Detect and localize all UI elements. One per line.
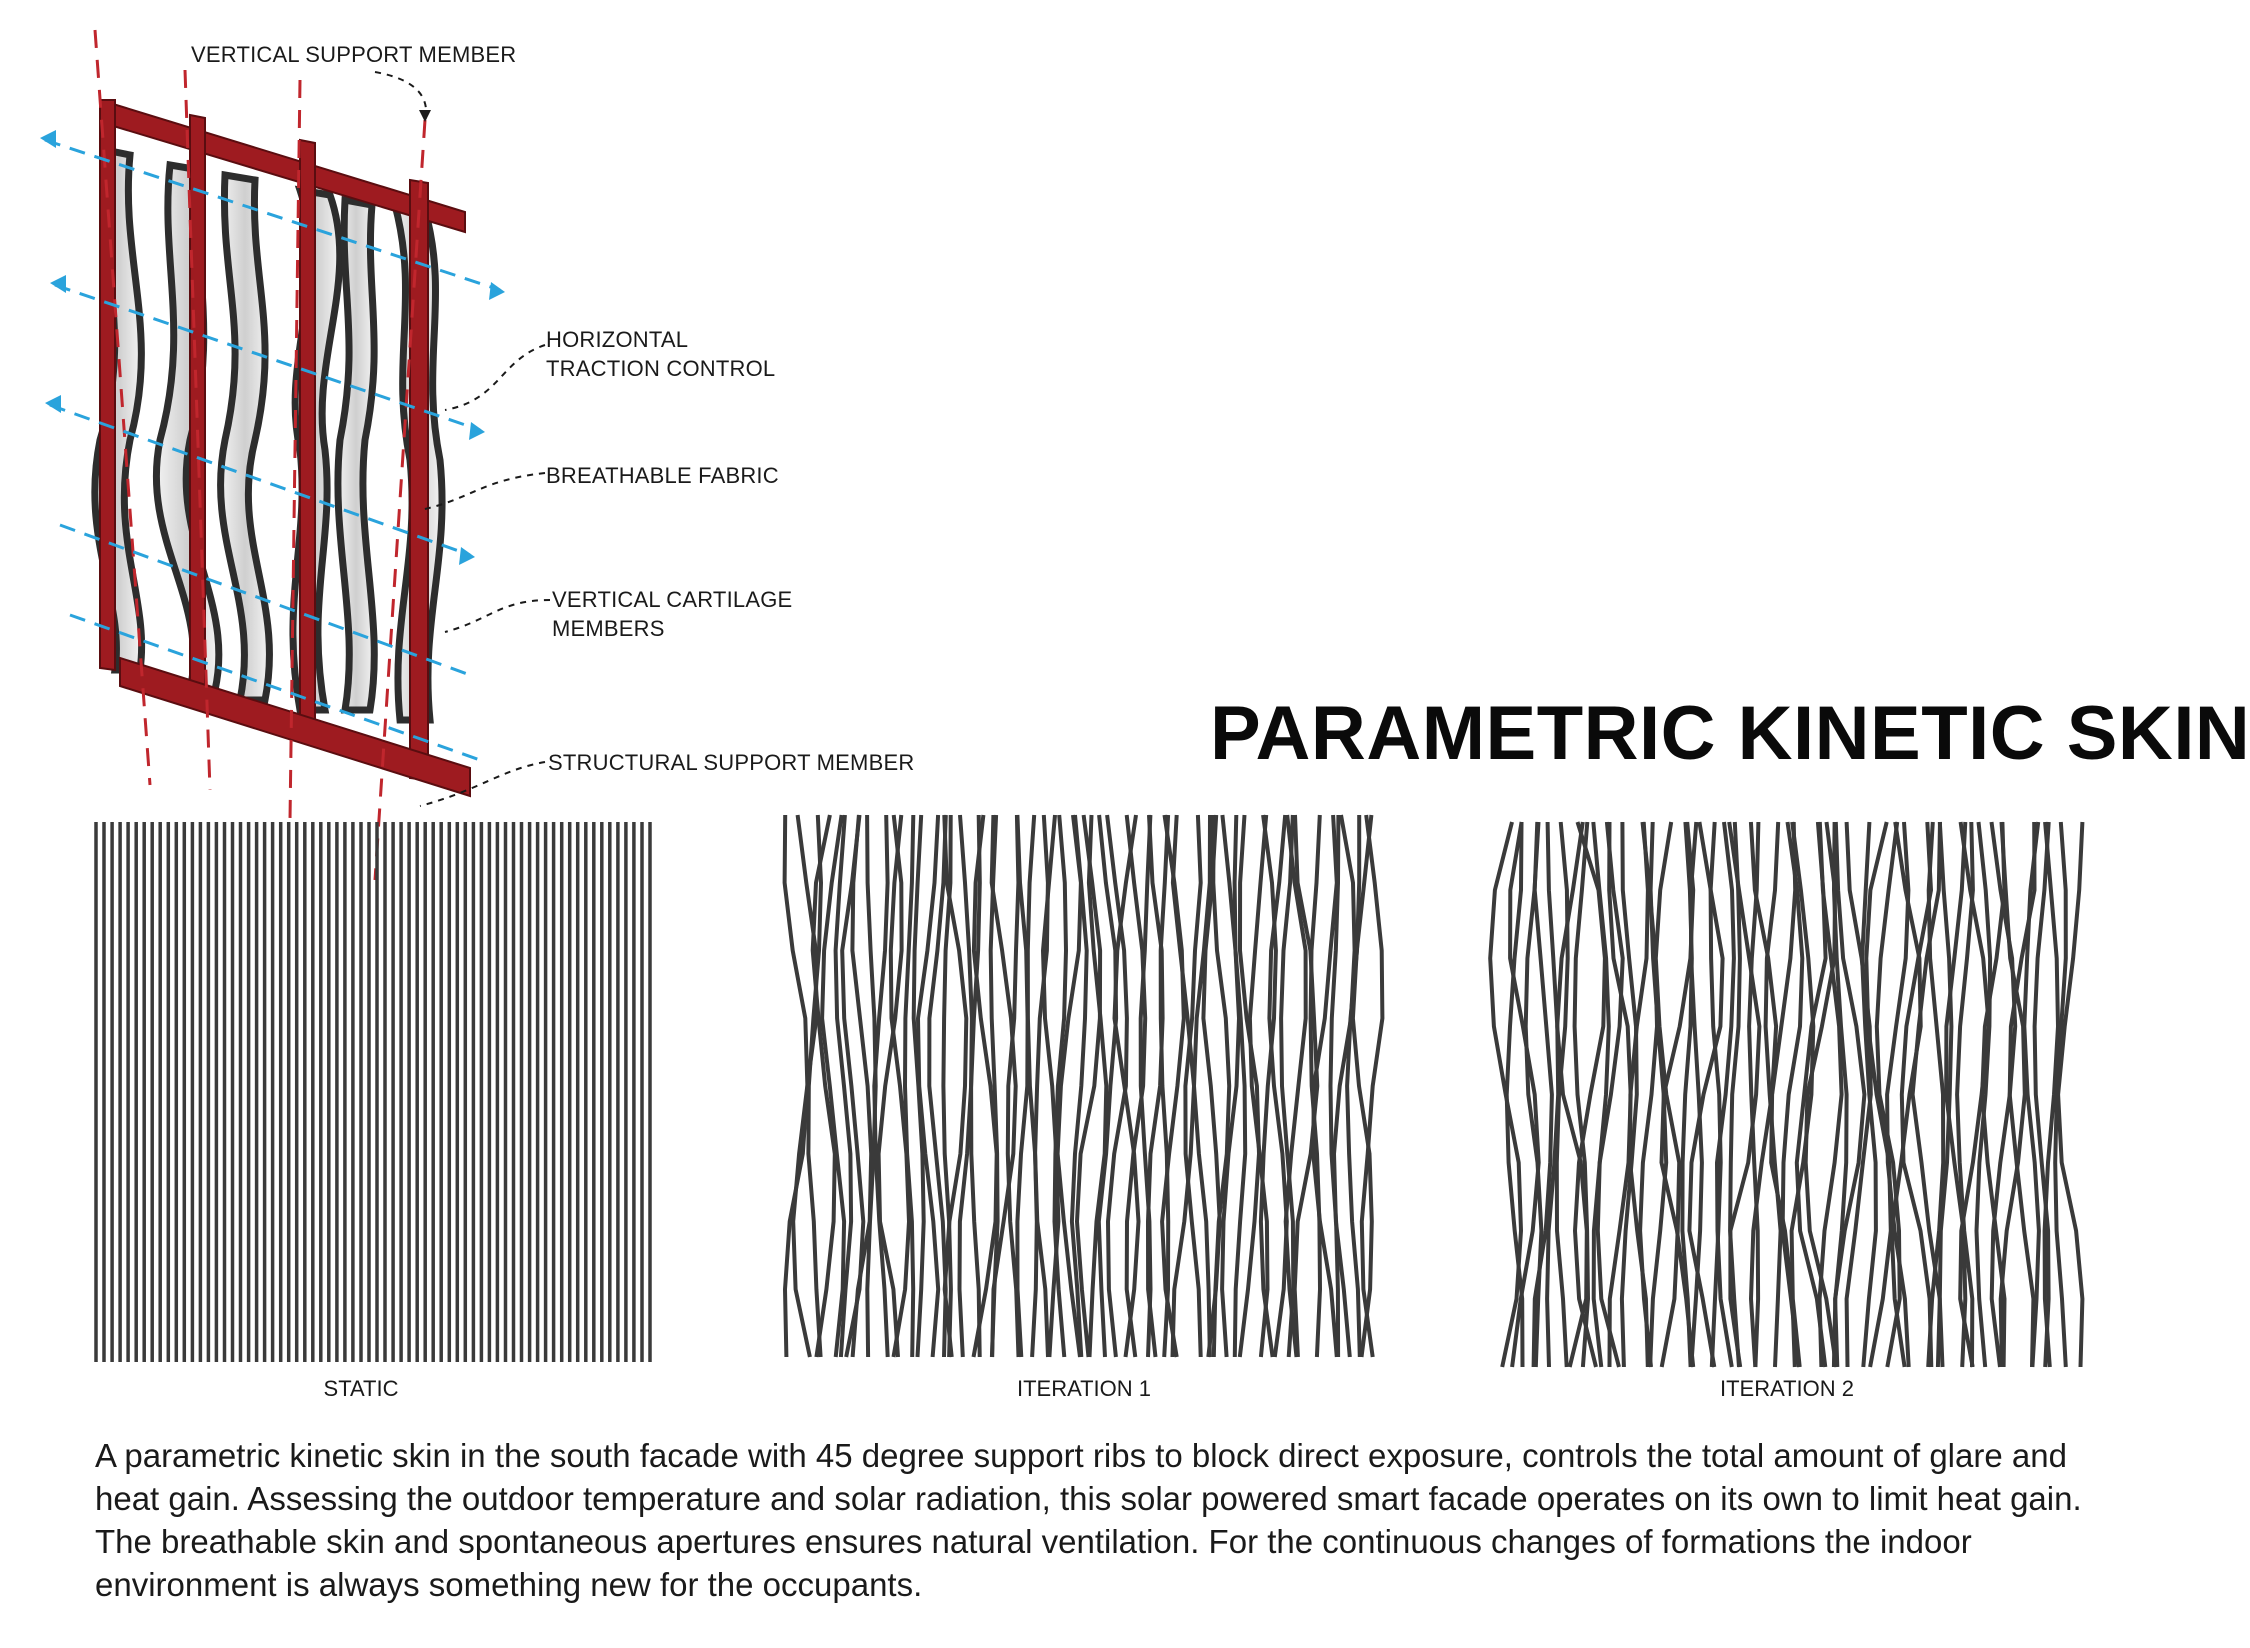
rib-line [1847,822,1871,1367]
leader-arrowhead [419,110,431,122]
caption-iteration-1: ITERATION 1 [1016,1376,1152,1401]
label-structural-support-member: STRUCTURAL SUPPORT MEMBER [548,750,915,775]
label-vertical-cartilage-line2: MEMBERS [552,616,665,641]
label-breathable-fabric: BREATHABLE FABRIC [546,463,779,488]
iteration-2-pattern [1500,822,2075,1367]
rib-line [793,815,816,1357]
panel-iteration-2 [1500,822,2075,1367]
panel-iteration-1 [791,815,1377,1357]
rib-line [1630,822,1648,1367]
caption-iteration-2: ITERATION 2 [1719,1376,1855,1401]
iteration-1-pattern [791,815,1377,1357]
static-pattern [92,822,654,1362]
label-horizontal-traction-line1: HORIZONTAL [546,327,689,352]
caption-static: STATIC [323,1376,399,1401]
panel-static [92,822,654,1362]
rib-line [1089,815,1106,1357]
label-vertical-support-member: VERTICAL SUPPORT MEMBER [191,42,517,67]
rib-line [1656,822,1679,1367]
label-vertical-cartilage-line1: VERTICAL CARTILAGE [552,587,793,612]
rib-line [944,815,966,1357]
description-paragraph: A parametric kinetic skin in the south facade with 45 degree support ribs to block direct exposure, controls the total amount of glare and heat gain. Assessing the outdoor temperature and solar radiation, this solar powered smart facade operates on its own to limit heat gain. The breathable skin and spontaneous apertures ensures natural ventilation. For the continuous changes of formations the indoor environment is always something new for the occupants. [95,1437,2082,1603]
page-title: PARAMETRIC KINETIC SKIN [1210,691,2250,776]
label-horizontal-traction-line2: TRACTION CONTROL [546,356,776,381]
